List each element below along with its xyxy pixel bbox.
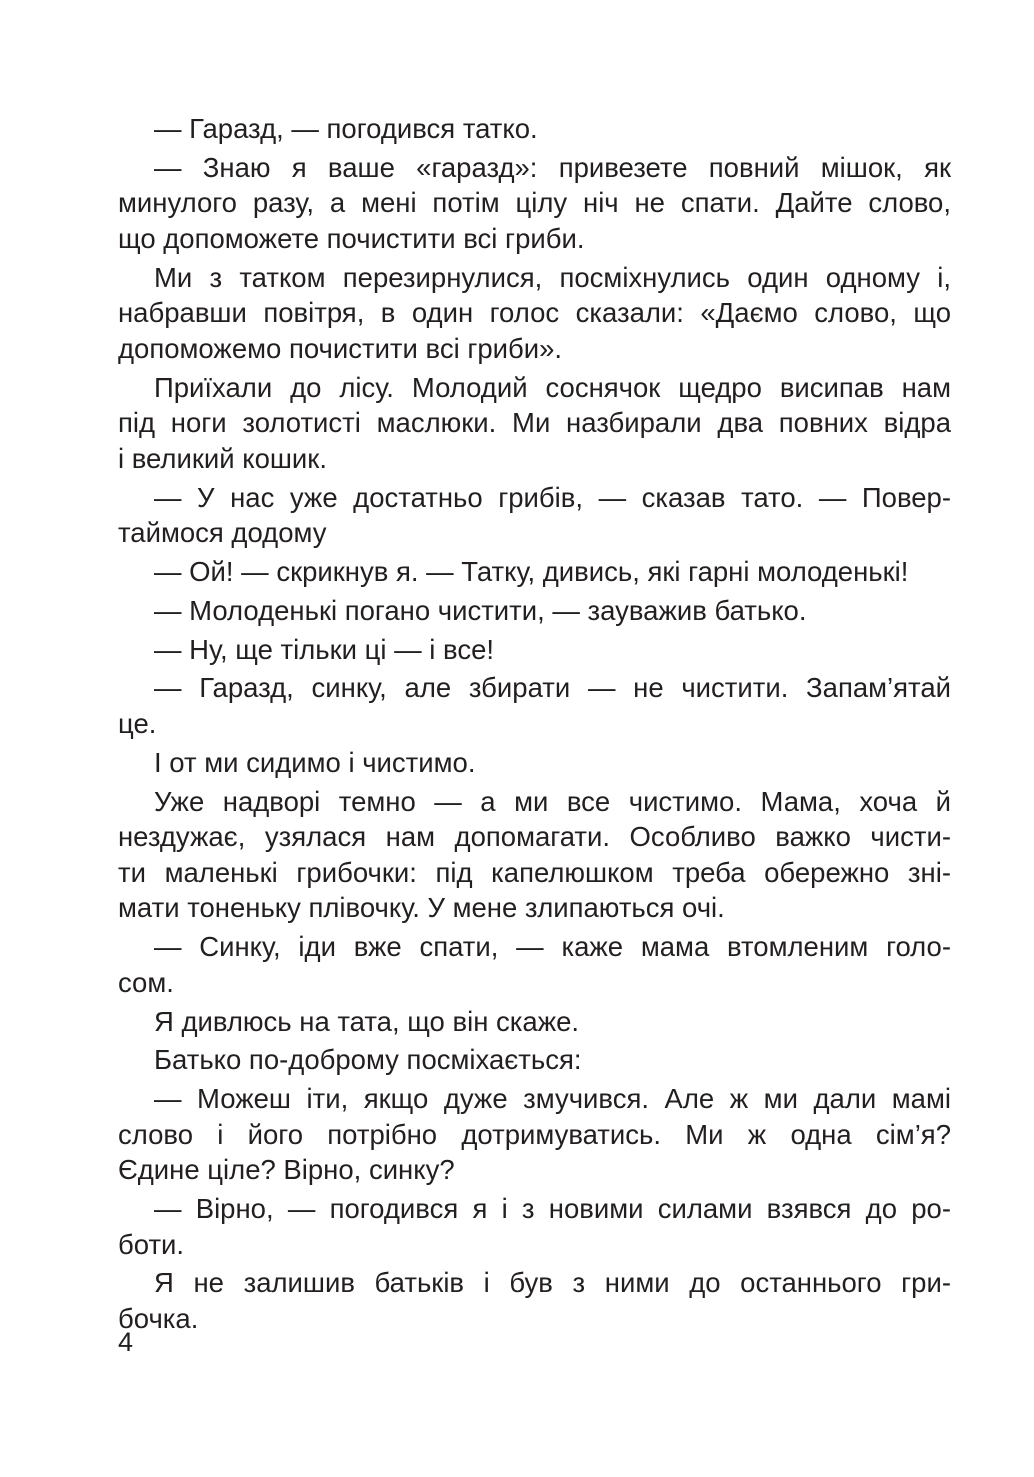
text-line: — Вірно, — погодився я і з новими силами взявся до ро- (154, 1193, 951, 1225)
text-line: — Синку, іди вже спати, — каже мама втомленим голо- (154, 931, 951, 963)
text-line: що допоможете почистити всі гриби. (118, 222, 585, 254)
text-line: — Можеш іти, якщо дуже змучився. Але ж ми дали мамі (154, 1083, 951, 1115)
text-line: — Гаразд, синку, але збирати — не чистити. Запам’ятай (154, 672, 951, 704)
text-line: Батько по-доброму посміхається: (154, 1044, 582, 1076)
paragraph (118, 150, 951, 257)
paragraph (118, 745, 951, 781)
text-line: — Знаю я ваше «гаразд»: привезете повний мішок, як (154, 151, 951, 183)
paragraph (118, 260, 951, 367)
paragraph (118, 480, 951, 551)
paragraph (118, 1081, 951, 1188)
paragraph (118, 593, 951, 629)
text-line: Приїхали до лісу. Молодий соснячок щедро висипав нам (154, 371, 951, 403)
text-line: — Гаразд, — погодився татко. (154, 113, 538, 144)
text-line: І от ми сидимо і чистимо. (154, 746, 476, 778)
paragraph (118, 632, 951, 668)
text-line: — Ой! — скрикнув я. — Татку, дивись, які гарні молоденькі! (154, 556, 909, 588)
story-text (118, 111, 951, 1337)
text-line: — У нас уже достатньо грибів, — сказав тато. — Повер- (154, 481, 951, 513)
text-line: минулого разу, а мені потім цілу ніч не спати. Дайте слово, (118, 187, 951, 219)
text-line: допоможемо почистити всі гриби». (118, 332, 563, 364)
text-line: сом. (118, 966, 174, 998)
text-line: набравши повітря, в один голос сказали: «Даємо слово, що (118, 297, 951, 329)
paragraph (118, 111, 951, 147)
paragraph (118, 554, 951, 590)
paragraph (118, 1265, 951, 1336)
text-line: боти. (118, 1228, 185, 1260)
paragraph (118, 1191, 951, 1262)
page-number: 4 (118, 1327, 134, 1357)
text-line: ти маленькі грибочки: під капелюшком треба обережно зні- (118, 856, 951, 888)
text-line: мати тоненьку плівочку. У мене злипаються очі. (118, 892, 725, 924)
paragraph (118, 1042, 951, 1078)
paragraph (118, 370, 951, 477)
text-line: Єдине ціле? Вірно, синку? (118, 1154, 455, 1186)
text-line: слово і його потрібно дотримуватись. Ми ж одна сім’я? (118, 1118, 951, 1150)
text-line: — Молоденькі погано чистити, — зауважив батько. (154, 594, 807, 626)
text-line: Я дивлюсь на тата, що він скаже. (154, 1005, 580, 1037)
paragraph (118, 929, 951, 1000)
text-line: таймося додому (118, 517, 327, 549)
paragraph (118, 1004, 951, 1040)
text-line: Уже надворі темно — а ми все чистимо. Мама, хоча й (154, 785, 951, 817)
text-line: нездужає, узялася нам допомагати. Особливо важко чисти- (118, 821, 951, 853)
text-line: бочка. (118, 1303, 199, 1334)
paragraph (118, 670, 951, 741)
text-line: — Ну, ще тільки ці — і все! (154, 633, 495, 665)
text-line: Я не залишив батьків і був з ними до останнього гри- (154, 1267, 951, 1299)
text-line: під ноги золотисті маслюки. Ми назбирали два повних відра (118, 407, 951, 439)
text-line: і великий кошик. (118, 442, 327, 474)
text-line: Ми з татком перезирнулися, посміхнулись один одному і, (154, 261, 951, 293)
paragraph (118, 784, 951, 926)
text-line: це. (118, 708, 157, 739)
